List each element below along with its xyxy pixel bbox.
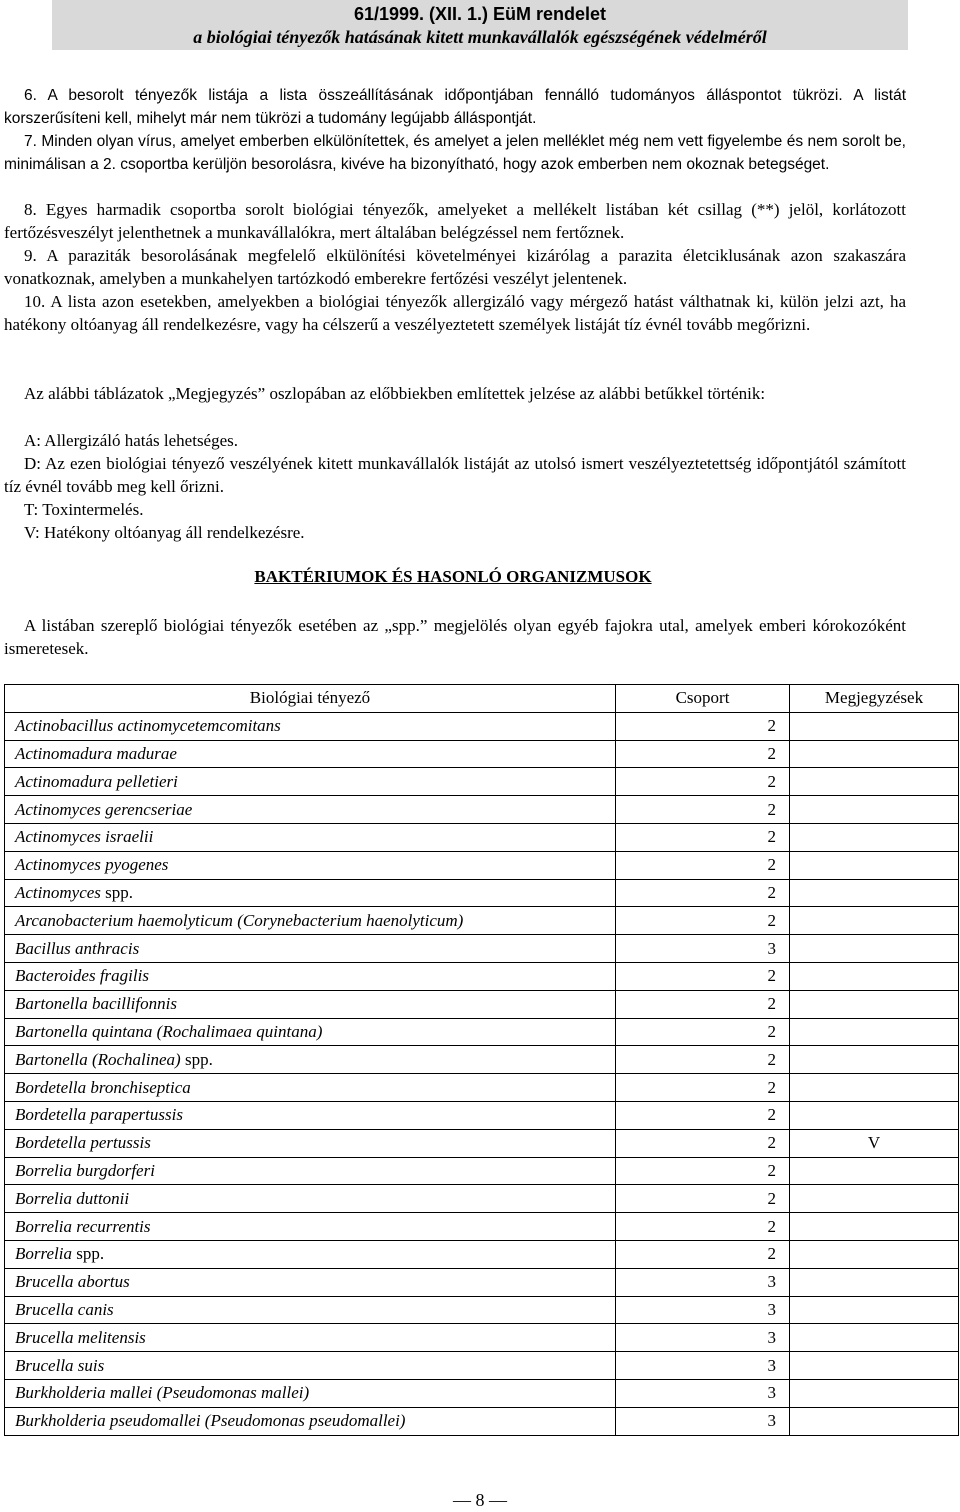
agent-name-text: Brucella melitensis (15, 1327, 146, 1347)
table-row (5, 935, 959, 963)
agent-name (5, 1379, 616, 1407)
agent-group: 2 (616, 740, 790, 768)
agent-note (790, 1407, 959, 1435)
legend-item-d: D: Az ezen biológiai tényező veszélyének kitett munkavállalók listáját az utolsó ismert veszélyeztetettség időpontjától számított tíz évnél tovább meg kell őrizni. (4, 454, 906, 496)
agent-name-text: Brucella abortus (15, 1272, 130, 1292)
agent-name (5, 1018, 616, 1046)
agent-name-text: Bartonella quintana (Rochalimaea quintana) (15, 1021, 323, 1041)
agent-name (5, 796, 616, 824)
agent-group: 3 (616, 1379, 790, 1407)
agent-note (790, 1018, 959, 1046)
table-row (5, 1018, 959, 1046)
agent-name-text: Actinomyces gerencseriae (15, 799, 193, 819)
agent-name-text: Actinomadura madurae (15, 743, 177, 763)
agent-name-text: Brucella suis (15, 1355, 105, 1375)
table-row (5, 1240, 959, 1268)
table-row (5, 823, 959, 851)
agent-group: 2 (616, 1157, 790, 1185)
agent-name-text: Borrelia burgdorferi (15, 1160, 155, 1180)
agent-note (790, 768, 959, 796)
page-number: — 8 — (453, 1490, 507, 1510)
agent-name (5, 1213, 616, 1241)
section-title (0, 567, 906, 587)
agent-name-text: Borrelia duttonii (15, 1188, 130, 1208)
section-note (4, 614, 906, 660)
agent-group: 3 (616, 1268, 790, 1296)
agent-group: 2 (616, 796, 790, 824)
agent-name-text: Bordetella bronchiseptica (15, 1077, 191, 1097)
agent-note (790, 990, 959, 1018)
agent-name-suffix: spp. (180, 1049, 213, 1069)
table-row (5, 796, 959, 824)
agent-group: 2 (616, 1101, 790, 1129)
agent-name-text: Bartonella bacillifonnis (15, 994, 177, 1014)
agent-note (790, 1046, 959, 1074)
rules-paragraphs-continued (4, 198, 906, 336)
agent-name-text: Actinomyces israelii (15, 827, 154, 847)
agent-name (5, 1074, 616, 1102)
header-regulation-number: 61/1999. (XII. 1.) EüM rendelet (353, 4, 607, 24)
agent-name-text: Bordetella pertussis (15, 1133, 151, 1153)
table-row (5, 1352, 959, 1380)
agent-name-text: Actinomyces (15, 882, 101, 902)
agent-name-suffix: spp. (71, 1244, 105, 1264)
agent-group: 3 (616, 1324, 790, 1352)
agent-group: 2 (616, 823, 790, 851)
agent-note (790, 851, 959, 879)
paragraph-10: 10. A lista azon esetekben, amelyekben a biológiai tényezők allergizáló vagy mérgező hatást válthatnak ki, külön jelzi azt, ha hatékony oltóanyag áll rendelkezésre, vagy ha célszerű a veszélyeztetett személyek listáját tíz évnél tovább megőrizni. (4, 292, 906, 334)
agent-group: 2 (616, 1046, 790, 1074)
agent-name-text: Burkholderia pseudomallei (Pseudomonas pseudomallei) (15, 1411, 406, 1431)
agent-note (790, 1101, 959, 1129)
agent-group: 2 (616, 1240, 790, 1268)
biological-agents-table (4, 684, 959, 1436)
agent-note (790, 1240, 959, 1268)
agent-group: 2 (616, 1185, 790, 1213)
agent-name-text: Borrelia (15, 1244, 72, 1264)
agent-name (5, 1240, 616, 1268)
agent-group: 2 (616, 768, 790, 796)
agent-name (5, 879, 616, 907)
agent-name-text: Actinobacillus actinomycetemcomitans (15, 716, 281, 736)
agent-group: 2 (616, 1213, 790, 1241)
agent-group: 3 (616, 1352, 790, 1380)
paragraph-7: 7. Minden olyan vírus, amelyet emberben elkülönítettek, és amelyet a jelen melléklet még nem vett figyelembe és nem sorolt be, minimálisan a 2. csoportba kerüljön besorolásra, kivéve ha bizonyítható, hogy azok emberben nem okoznak betegséget. (4, 133, 906, 173)
table-body (5, 712, 959, 1435)
header-regulation-title: a biológiai tényezők hatásának kitett munkavállalók egészségének védelméről (193, 27, 767, 47)
agent-name (5, 990, 616, 1018)
agent-name-text: Bartonella (Rochalinea) (15, 1049, 181, 1069)
agent-group: 2 (616, 712, 790, 740)
table-row (5, 1046, 959, 1074)
agent-name-text: Bacillus anthracis (15, 938, 140, 958)
agent-name (5, 768, 616, 796)
agent-name (5, 1268, 616, 1296)
section-note-text: A listában szereplő biológiai tényezők esetében az „spp.” megjelölés olyan egyéb fajokra utal, amelyek emberi kórokozóként ismeretesek. (4, 616, 906, 658)
agent-name-text: Bordetella parapertussis (15, 1105, 183, 1125)
agent-group: 3 (616, 1296, 790, 1324)
agent-group: 3 (616, 1407, 790, 1435)
table-row (5, 1101, 959, 1129)
table-row (5, 851, 959, 879)
agent-name-text: Borrelia recurrentis (15, 1216, 151, 1236)
agent-name (5, 907, 616, 935)
agent-note (790, 1352, 959, 1380)
agent-note (790, 1296, 959, 1324)
agent-name (5, 851, 616, 879)
agent-name-text: Burkholderia mallei (Pseudomonas mallei) (15, 1383, 310, 1403)
paragraph-6: 6. A besorolt tényezők listája a lista összeállításának időpontjában fennálló tudományos álláspontot tükrözi. A listát korszerűsíteni kell, mihelyt már nem tükrözi a tudomány legújabb álláspontját. (4, 87, 906, 127)
table-row (5, 1157, 959, 1185)
agent-note (790, 1157, 959, 1185)
table-row (5, 1213, 959, 1241)
legend-item-t: T: Toxintermelés. (24, 500, 144, 519)
table-row (5, 768, 959, 796)
agent-name-suffix: spp. (100, 882, 134, 902)
agent-group: 2 (616, 1018, 790, 1046)
table-row (5, 1185, 959, 1213)
agent-name (5, 1101, 616, 1129)
agent-name (5, 740, 616, 768)
agent-group: 2 (616, 962, 790, 990)
agent-group: 2 (616, 1074, 790, 1102)
paragraph-8: 8. Egyes harmadik csoportba sorolt biológiai tényezők, amelyeket a mellékelt listában két csillag (**) jelöl, korlátozott fertőzésveszélyt jelenthetnek a munkavállalókra, mert általában belégzéssel nem fertőznek. (4, 200, 906, 242)
agent-name (5, 1296, 616, 1324)
document-header (52, 0, 908, 50)
agent-note (790, 962, 959, 990)
table-row (5, 879, 959, 907)
agent-group: 2 (616, 990, 790, 1018)
agent-note (790, 712, 959, 740)
notes-intro-text: Az alábbi táblázatok „Megjegyzés” oszlopában az előbbiekben említettek jelzése az alábbi betűkkel történik: (24, 384, 766, 403)
agent-group: 2 (616, 1129, 790, 1157)
table-row (5, 1074, 959, 1102)
table-row (5, 1129, 959, 1157)
agent-group: 3 (616, 935, 790, 963)
agent-name (5, 1046, 616, 1074)
agent-name (5, 823, 616, 851)
agent-note (790, 1324, 959, 1352)
agent-name (5, 1324, 616, 1352)
column-header-notes: Megjegyzések (790, 685, 959, 713)
section-title-text: BAKTÉRIUMOK ÉS HASONLÓ ORGANIZMUSOK (254, 567, 652, 586)
agent-name-text: Brucella canis (15, 1299, 114, 1319)
table-row (5, 1379, 959, 1407)
agent-note (790, 796, 959, 824)
agent-note (790, 907, 959, 935)
agent-note (790, 1185, 959, 1213)
agent-name (5, 1129, 616, 1157)
notes-legend (4, 429, 906, 544)
table-row (5, 1296, 959, 1324)
column-header-group: Csoport (616, 685, 790, 713)
table-header-row (5, 685, 959, 713)
legend-item-a: A: Allergizáló hatás lehetséges. (24, 431, 239, 450)
notes-intro (4, 382, 906, 405)
agent-name (5, 1185, 616, 1213)
legend-item-v: V: Hatékony oltóanyag áll rendelkezésre. (24, 523, 305, 542)
agent-note (790, 1074, 959, 1102)
agent-note (790, 879, 959, 907)
rules-paragraphs (4, 84, 906, 176)
agent-name-text: Arcanobacterium haemolyticum (Corynebacterium haenolyticum) (15, 910, 464, 930)
agent-name (5, 1157, 616, 1185)
agent-note (790, 1213, 959, 1241)
paragraph-9: 9. A paraziták besorolásának megfelelő elkülönítési követelményei kizárólag a parazita életciklusának azon szakaszára vonatkoznak, amelyben a munkahelyen tartózkodó emberekre fertőzési veszélyt jelentenek. (4, 246, 906, 288)
table-row (5, 1268, 959, 1296)
agent-note: V (790, 1129, 959, 1157)
table-row (5, 1407, 959, 1435)
agent-group: 2 (616, 851, 790, 879)
agent-name (5, 1352, 616, 1380)
agent-name-text: Bacteroides fragilis (15, 966, 149, 986)
table-row (5, 712, 959, 740)
table-row (5, 962, 959, 990)
table-row (5, 1324, 959, 1352)
table-row (5, 907, 959, 935)
agent-note (790, 823, 959, 851)
agent-name-text: Actinomyces pyogenes (15, 855, 169, 875)
table-row (5, 990, 959, 1018)
agent-name (5, 935, 616, 963)
agent-note (790, 1379, 959, 1407)
agent-note (790, 935, 959, 963)
agent-name (5, 712, 616, 740)
agent-group: 2 (616, 879, 790, 907)
column-header-agent: Biológiai tényező (5, 685, 616, 713)
agent-name-text: Actinomadura pelletieri (15, 771, 178, 791)
agent-name (5, 1407, 616, 1435)
agent-note (790, 1268, 959, 1296)
agent-note (790, 740, 959, 768)
agent-name (5, 962, 616, 990)
agent-group: 2 (616, 907, 790, 935)
table-row (5, 740, 959, 768)
